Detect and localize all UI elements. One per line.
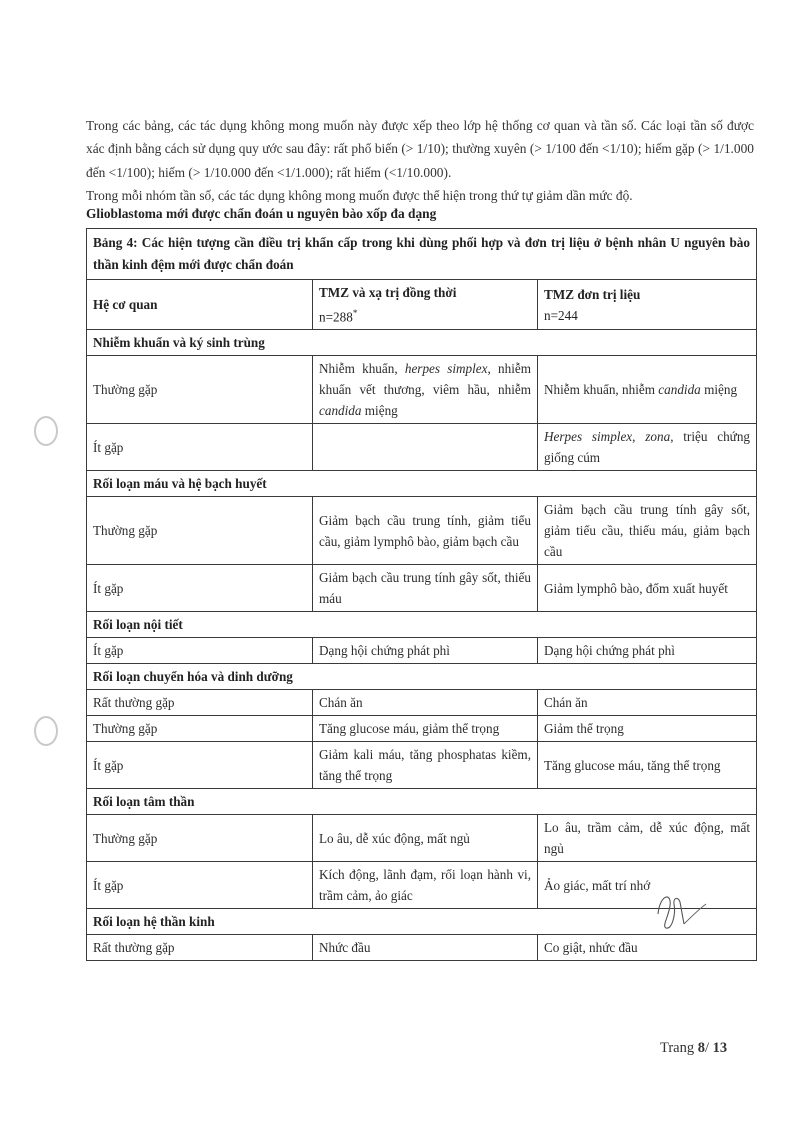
combo-cell: Dạng hội chứng phát phì — [313, 638, 538, 664]
combo-cell: Nhức đầu — [313, 935, 538, 961]
combo-cell: Chán ăn — [313, 690, 538, 716]
table-row — [87, 638, 757, 664]
group-row — [87, 330, 757, 356]
freq-cell: Thường gặp — [87, 815, 313, 862]
group-row — [87, 664, 757, 690]
table-caption-row — [87, 229, 757, 280]
mono-cell: Tăng glucose máu, tăng thể trọng — [538, 742, 757, 789]
header-tmz-monotherapy-n: n=244 — [544, 307, 578, 323]
table-row — [87, 356, 757, 424]
table-row — [87, 742, 757, 789]
freq-cell: Ít gặp — [87, 638, 313, 664]
table-header-row — [87, 280, 757, 330]
table-row — [87, 424, 757, 471]
table-caption: Bảng 4: Các hiện tượng cần điều trị khẩn cấp trong khi dùng phối hợp và đơn trị liệu ở bệnh nhân U nguyên bào thần kinh đệm mới được chẩn đoán — [87, 229, 757, 280]
mono-cell: Giảm lymphô bào, đốm xuất huyết — [538, 565, 757, 612]
section-title: Glioblastoma mới được chẩn đoán u nguyên bào xốp đa dạng — [86, 206, 437, 221]
freq-cell: Thường gặp — [87, 356, 313, 424]
table-row — [87, 690, 757, 716]
freq-cell: Thường gặp — [87, 497, 313, 565]
freq-cell: Ít gặp — [87, 742, 313, 789]
page-number: Trang 8/ 13 — [660, 1040, 728, 1056]
freq-cell: Rất thường gặp — [87, 690, 313, 716]
mono-cell: Giảm thể trọng — [538, 716, 757, 742]
group-nervous: Rối loạn hệ thần kinh — [87, 909, 757, 935]
header-tmz-monotherapy-label: TMZ đơn trị liệu — [544, 286, 641, 302]
group-row — [87, 612, 757, 638]
table-row — [87, 716, 757, 742]
combo-cell: Giảm bạch cầu trung tính, giảm tiểu cầu, giảm lymphô bào, giảm bạch cầu — [313, 497, 538, 565]
mono-cell: Lo âu, trầm cảm, dễ xúc động, mất ngủ — [538, 815, 757, 862]
adverse-events-table — [86, 228, 757, 961]
freq-cell: Ít gặp — [87, 424, 313, 471]
intro-text — [86, 114, 754, 208]
mono-cell: Ảo giác, mất trí nhớ — [538, 862, 757, 909]
punch-hole-top — [34, 416, 58, 446]
punch-hole-bottom — [34, 716, 58, 746]
combo-cell: Giảm kali máu, tăng phosphatas kiềm, tăng thể trọng — [313, 742, 538, 789]
table-row — [87, 565, 757, 612]
mono-cell: Herpes simplex, zona, triệu chứng giống cúm — [538, 424, 757, 471]
combo-cell: Lo âu, dễ xúc động, mất ngủ — [313, 815, 538, 862]
combo-cell — [313, 424, 538, 471]
header-tmz-radiotherapy — [313, 280, 538, 330]
group-blood: Rối loạn máu và hệ bạch huyết — [87, 471, 757, 497]
table-row — [87, 497, 757, 565]
table-row — [87, 935, 757, 961]
freq-cell: Thường gặp — [87, 716, 313, 742]
intro-paragraph-order: Trong mỗi nhóm tần số, các tác dụng không mong muốn được thể hiện trong thứ tự giảm dần mức độ. — [86, 188, 633, 204]
handwritten-initials — [650, 884, 710, 934]
header-tmz-monotherapy — [538, 280, 757, 330]
mono-cell: Nhiễm khuẩn, nhiễm candida miệng — [538, 356, 757, 424]
combo-cell: Giảm bạch cầu trung tính gây sốt, thiếu máu — [313, 565, 538, 612]
group-psychiatric: Rối loạn tâm thần — [87, 789, 757, 815]
table-row — [87, 815, 757, 862]
freq-cell: Ít gặp — [87, 862, 313, 909]
mono-cell: Chán ăn — [538, 690, 757, 716]
intro-paragraph-frequency: Trong các bảng, các tác dụng không mong muốn này được xếp theo lớp hệ thống cơ quan và tần số. Các loại tần số được xác định bằng cách sử dụng quy ước sau đây: rất phổ biến (> 1/10); thường xuyên (> 1/100 đến <1/10); hiếm gặp (> 1/1.000 đến <1/100); hiếm (> 1/10.000 đến <1/1.000); rất hiếm (<1/10.000). — [86, 118, 754, 180]
mono-cell: Giảm bạch cầu trung tính gây sốt, giảm tiểu cầu, thiếu máu, giảm bạch cầu — [538, 497, 757, 565]
group-endocrine: Rối loạn nội tiết — [87, 612, 757, 638]
group-row — [87, 471, 757, 497]
header-tmz-radiotherapy-label: TMZ và xạ trị đồng thời — [319, 285, 457, 300]
group-row — [87, 789, 757, 815]
combo-cell: Kích động, lãnh đạm, rối loạn hành vi, trầm cảm, ảo giác — [313, 862, 538, 909]
combo-cell: Tăng glucose máu, giảm thể trọng — [313, 716, 538, 742]
mono-cell: Dạng hội chứng phát phì — [538, 638, 757, 664]
freq-cell: Ít gặp — [87, 565, 313, 612]
header-organ-system: Hệ cơ quan — [87, 280, 313, 330]
combo-cell: Nhiễm khuẩn, herpes simplex, nhiễm khuẩn vết thương, viêm hầu, nhiễm candida miệng — [313, 356, 538, 424]
header-tmz-radiotherapy-n: n=288* — [319, 308, 358, 325]
freq-cell: Rất thường gặp — [87, 935, 313, 961]
group-metabolism: Rối loạn chuyển hóa và dinh dưỡng — [87, 664, 757, 690]
group-infection: Nhiễm khuẩn và ký sinh trùng — [87, 330, 757, 356]
mono-cell: Co giật, nhức đầu — [538, 935, 757, 961]
